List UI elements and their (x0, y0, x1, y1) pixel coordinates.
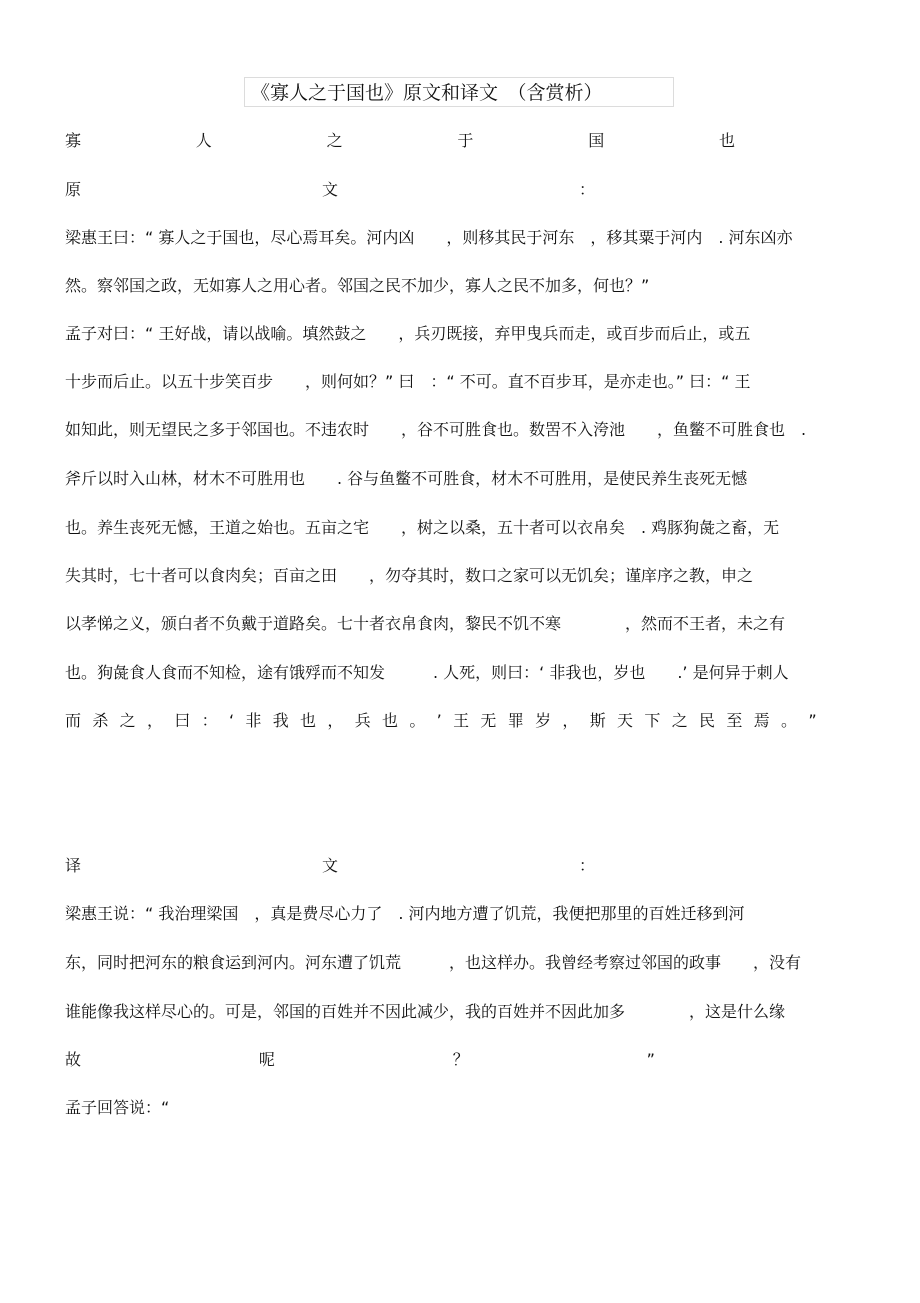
text-char: 。 (781, 711, 798, 730)
text-char: 而 (65, 711, 82, 730)
heading-char: 之 (326, 131, 343, 150)
heading-char: 于 (457, 131, 474, 150)
translation-paragraph-line: 东，同时把河东的粮食运到河内。河东遭了饥荒 ，也这样办。我曾经考察过邻国的政事 ，没有 (65, 953, 802, 972)
text-char: 。 (409, 711, 426, 730)
text-char: 呢 (258, 1050, 275, 1069)
text-char: 民 (699, 711, 716, 730)
text-char: 无 (480, 711, 497, 730)
translation-paragraph-line: 谁能像我这样尽心的。可是，邻国的百姓并不因此减少，我的百姓并不因此加多 ，这是什么缘 (65, 1002, 786, 1021)
text-char: ’ (436, 711, 442, 730)
heading-char: 国 (588, 131, 605, 150)
original-paragraph-line: 斧斤以时入山林，材木不可胜用也 . 谷与鱼鳖不可胜食，材木不可胜用，是使民养生丧死无憾 (65, 469, 748, 488)
title-heading-spread (65, 130, 855, 152)
translation-spread-line (65, 1049, 655, 1071)
text-char: 焉 (753, 711, 770, 730)
text-char: ： (201, 711, 218, 730)
original-paragraph-line: 如知此，则无望民之多于邻国也。不违农时 ，谷不可胜食也。数罟不入洿池 ，鱼鳖不可胜食也 . (65, 420, 807, 439)
heading-char: 译 (65, 856, 82, 875)
original-paragraph-line: 以孝悌之义，颁白者不负戴于道路矣。七十者衣帛食肉，黎民不饥不寒 ，然而不王者，未之有 (65, 614, 786, 633)
text-char: 也 (382, 711, 399, 730)
text-char: 也 (300, 711, 317, 730)
text-char: ‘ (228, 711, 235, 730)
heading-char: 文 (321, 180, 338, 199)
text-char: 岁 (535, 711, 552, 730)
text-char: 我 (272, 711, 289, 730)
text-char: ” (646, 1050, 655, 1069)
heading-char: 人 (195, 131, 212, 150)
translation-final-line: 孟子回答说：“ (65, 1098, 170, 1117)
original-paragraph-line: 也。养生丧死无憾，王道之始也。五亩之宅 ，树之以桑，五十者可以衣帛矣 . 鸡豚狗彘之畜，无 (65, 518, 780, 537)
heading-char: 寡 (65, 131, 82, 150)
text-char: 下 (644, 711, 661, 730)
text-char: ， (146, 711, 163, 730)
translation-paragraph-line: 梁惠王说：“ 我治理梁国 ，真是费尽心力了 . 河内地方遭了饥荒，我便把那里的百姓迁移到河 (65, 904, 745, 923)
original-text-heading (65, 179, 595, 201)
heading-char: 文 (321, 856, 338, 875)
text-char: 之 (119, 711, 136, 730)
heading-char: 也 (718, 131, 735, 150)
text-char: ” (808, 711, 817, 730)
text-char: 故 (65, 1050, 82, 1069)
original-paragraph-line: 然。察邻国之政，无如寡人之用心者。邻国之民不加少，寡人之民不加多，何也？” (65, 276, 650, 295)
original-last-line (65, 710, 817, 732)
text-char: 曰 (174, 711, 191, 730)
original-paragraph-line: 孟子对曰：“ 王好战，请以战喻。填然鼓之 ，兵刃既接，弃甲曳兵而走，或百步而后止，或五 (65, 324, 751, 343)
text-char: 罪 (507, 711, 524, 730)
text-char: 天 (617, 711, 634, 730)
heading-char: 原 (65, 180, 82, 199)
text-char: 斯 (589, 711, 606, 730)
text-char: 非 (245, 711, 262, 730)
text-char: ， (327, 711, 344, 730)
text-char: 王 (453, 711, 470, 730)
text-char: 杀 (92, 711, 109, 730)
translation-heading (65, 855, 595, 877)
text-char: ， (562, 711, 579, 730)
document-title: 《寡人之于国也》原文和译文 （含赏析） (244, 77, 674, 107)
original-paragraph-line: 十步而后止。以五十步笑百步 ，则何如？” 曰 ：“ 不可。直不百步耳，是亦走也。” 曰：“ 王 (65, 372, 751, 391)
heading-char: ： (578, 180, 595, 199)
text-char: ？ (452, 1050, 469, 1069)
text-char: 至 (726, 711, 743, 730)
original-paragraph-line: 梁惠王曰：“ 寡人之于国也，尽心焉耳矣。河内凶 ，则移其民于河东 ，移其粟于河内 . 河东凶亦 (65, 228, 793, 247)
text-char: 之 (671, 711, 688, 730)
heading-char: ： (578, 856, 595, 875)
text-char: 兵 (354, 711, 371, 730)
original-paragraph-line: 失其时，七十者可以食肉矣；百亩之田 ，勿夺其时，数口之家可以无饥矣；谨庠序之教，申之 (65, 566, 754, 585)
original-paragraph-line: 也。狗彘食人食而不知检，途有饿殍而不知发 . 人死，则曰：‘ 非我也，岁也 .’ 是何异于刺人 (65, 663, 789, 682)
